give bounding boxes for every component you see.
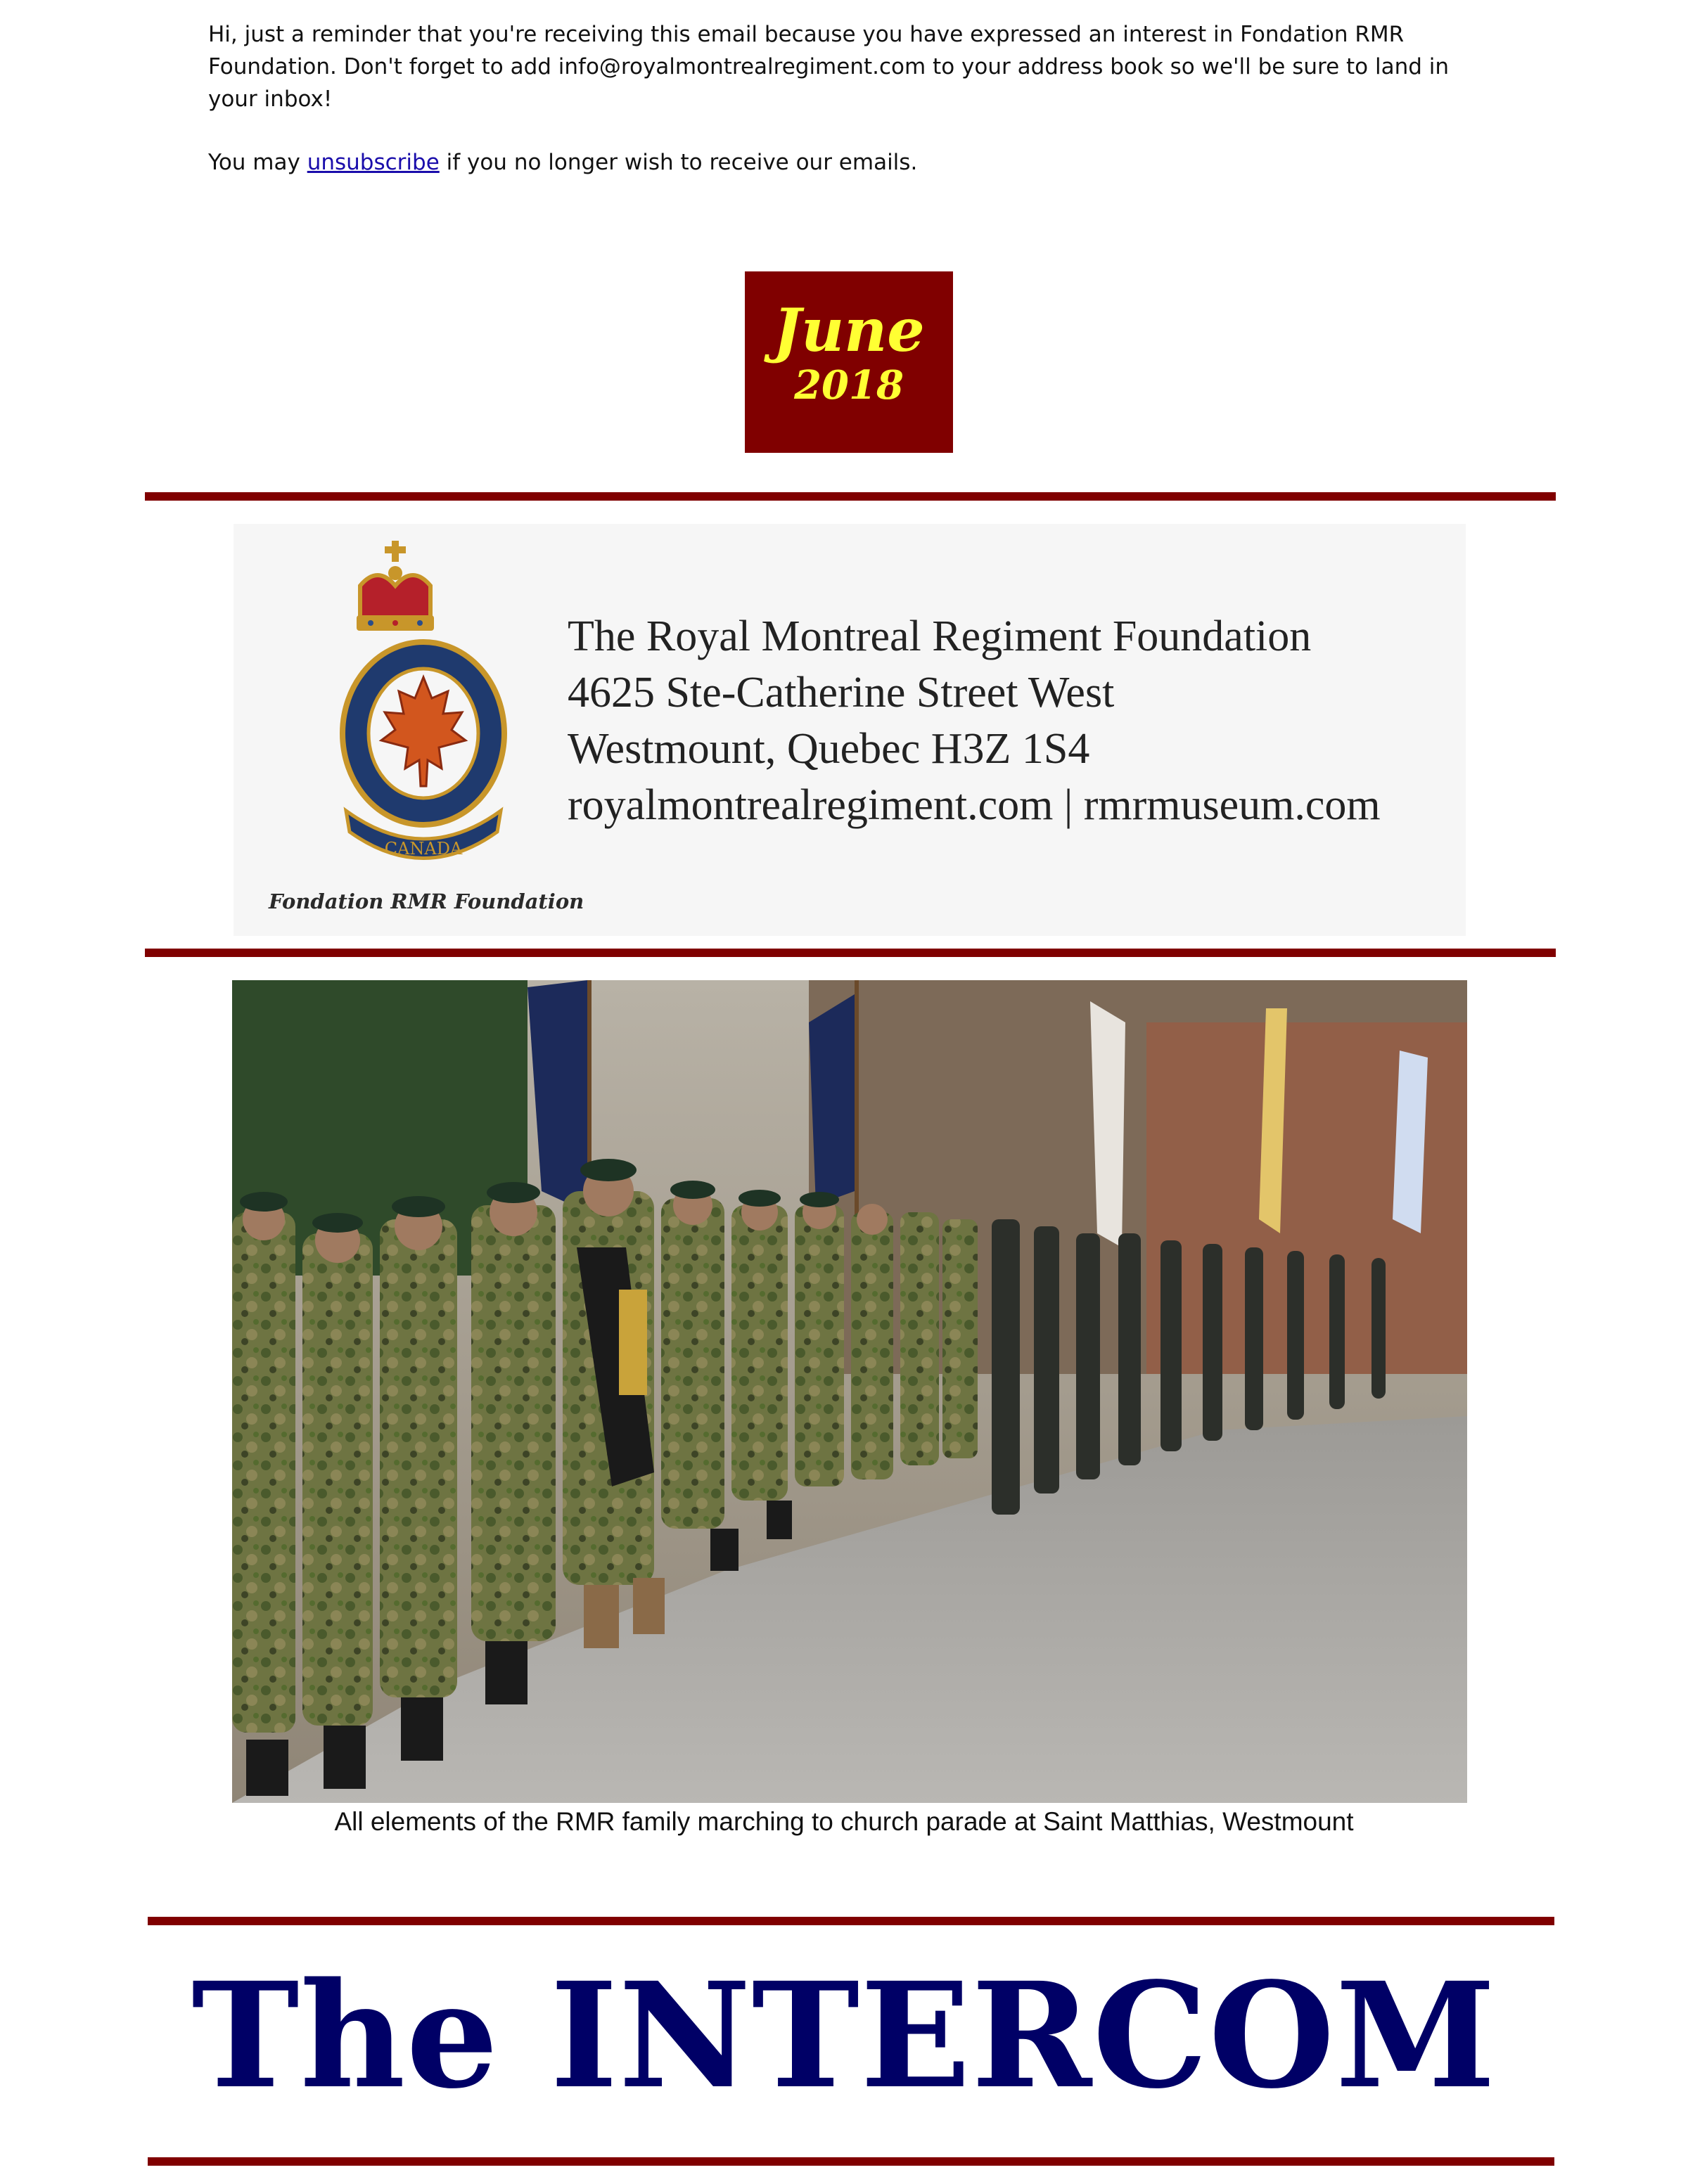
unsubscribe-link[interactable]: unsubscribe — [307, 150, 440, 175]
foundation-address — [568, 608, 1381, 833]
intro-reminder: Hi, just a reminder that you're receiving this email because you have expressed an interest in Fondation RMR Foundation. Don't forget to add info@royalmontrealregiment.com to your address book so we'll be sure to land in your inbox! — [208, 22, 1450, 112]
foundation-banner — [234, 524, 1466, 936]
org-name: The Royal Montreal Regiment Foundation — [568, 612, 1312, 660]
photo-caption: All elements of the RMR family marching to church parade at Saint Matthias, Westmount — [334, 1807, 1354, 1836]
street-address: 4625 Ste-Catherine Street West — [568, 669, 1115, 717]
crown-icon — [357, 541, 434, 631]
regiment-crest-icon — [318, 537, 529, 874]
issue-year: 2018 — [794, 362, 904, 409]
city-address: Westmount, Quebec H3Z 1S4 — [568, 725, 1090, 773]
divider-rule — [145, 492, 1556, 501]
unsubscribe-suffix: if you no longer wish to receive our emails. — [439, 150, 918, 175]
websites: royalmontrealregiment.com | rmrmuseum.com — [568, 781, 1381, 829]
newsletter-title: The INTERCOM — [191, 1951, 1497, 2121]
parade-photo — [232, 980, 1467, 1803]
intro-text — [208, 18, 1474, 179]
unsubscribe-prefix: You may — [208, 150, 307, 175]
divider-rule — [148, 2157, 1554, 2166]
crest-caption: Fondation RMR Foundation — [269, 889, 584, 913]
issue-month: June — [773, 295, 925, 365]
svg-text:CANADA: CANADA — [384, 839, 463, 859]
divider-rule — [145, 949, 1556, 957]
issue-date-box — [745, 271, 953, 453]
unsubscribe-line — [208, 146, 1474, 179]
divider-rule — [148, 1917, 1554, 1925]
